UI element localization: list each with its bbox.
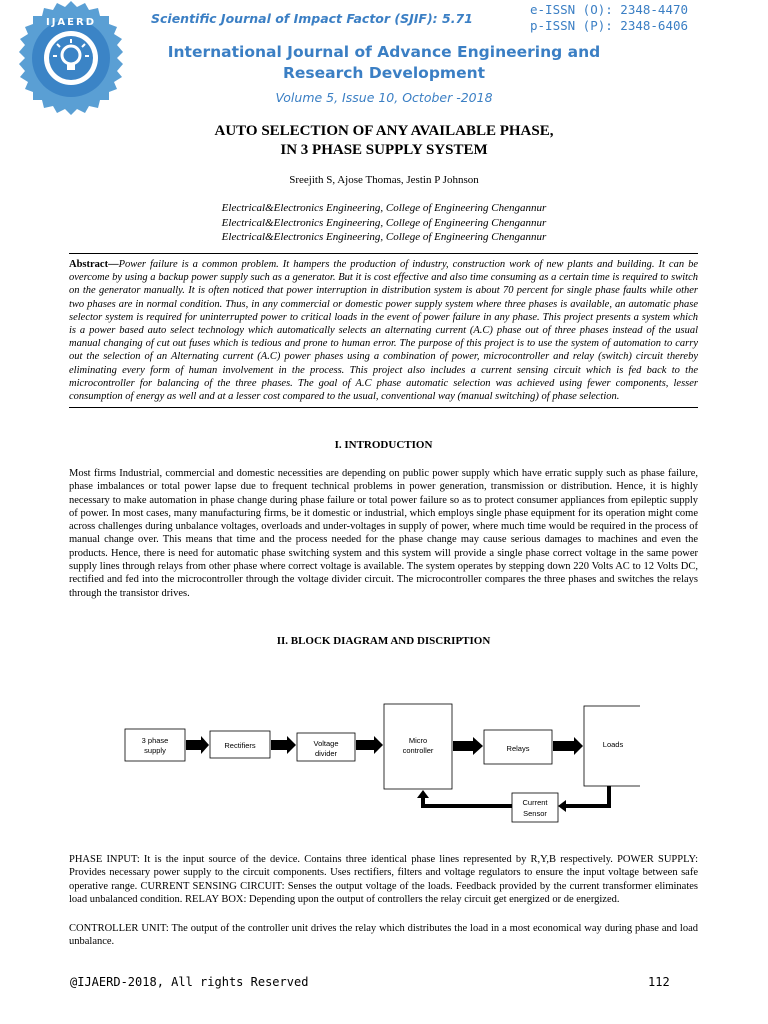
controller-unit-paragraph: CONTROLLER UNIT: The output of the controller unit drives the relay which distributes the load in a most economical way during phase and load unbalance. (69, 923, 698, 948)
label-micro-line2: controller (402, 746, 434, 755)
label-current-line1: Current (522, 798, 548, 807)
section-heading-block-diagram: II. BLOCK DIAGRAM AND DISCRIPTION (276, 635, 491, 647)
footer-copyright: @IJAERD-2018, All rights Reserved (70, 975, 309, 989)
affiliation-3: Electrical&Electronics Engineering, College of Engineering Chengannur (221, 231, 547, 243)
journal-name: International Journal of Advance Engineering and Research Development (167, 43, 601, 82)
arrow-supply-rectifiers (186, 736, 209, 754)
block-diagram (120, 698, 640, 826)
volume-issue: Volume 5, Issue 10, October -2018 (275, 90, 493, 105)
label-3-phase-line2: supply (144, 746, 166, 755)
abstract (69, 253, 698, 408)
sjif-impact-factor: Scientific Journal of Impact Factor (SJIF): 5.71 (151, 11, 473, 26)
page-number: 112 (648, 975, 670, 989)
title-line-2: IN 3 PHASE SUPPLY SYSTEM (280, 142, 488, 158)
block-description-paragraph: PHASE INPUT: It is the input source of the device. Contains three identical phase lines represented by R,Y,B respectively. POWER SUPPLY: Provides necessary power supply to the circuit components. Uses rectifiers, filters and voltage regulators to ensure the input voltage between safe operative range. CURRENT SENSING CIRCUIT: Senses the output voltage of the loads. Feedback provided by the current transformer eliminates load unbalanced condition. RELAY BOX: Depending upon the output of controllers the relay circuit get energized or de energized. (69, 854, 698, 905)
abstract-text: Power failure is a common problem. It hampers the production of industry, construction work of new plants and building. It can be overcome by using a backup power supply such as a generator. But it is cost effective and also time consuming as a certain time is required to switch on the generator manually. It is often noticed that power interruption in distribution system is about 70 percent for single phase faults while other two phases are in normal condition. Thus, in any commercial or domestic power supply system where three phases is available, an automatic phase selector system is required for uninterrupted power to critical loads in the event of power failure in any phase. This project presents a system which is a power based auto select technology which automatically selects an alternating current (A.C) phase out of three phases instead of the usual manual changing of cut out fuses which is tedious and prone to human error. The purpose of this project is to use the system of automation to carry out the selection of an Alternating current (A.C) power phases using a combination of power, microcontroller and relay (switch) circuit thereby eliminating every form of human involvement in the process. This project also includes a current sensing circuit which is fed back to the microcontroller for balancing of the three phases. The goal of A.C phase automatic selection was achieved using fewer components, lesser consumption of energy as well and at a lesser cost compared to the usual, conventional way (manual switching) of phase selection. (69, 259, 698, 403)
arrow-relays-loads (553, 737, 583, 755)
label-relays: Relays (506, 744, 530, 753)
section-heading-introduction: I. INTRODUCTION (334, 439, 433, 451)
affiliation-2: Electrical&Electronics Engineering, College of Engineering Chengannur (221, 216, 547, 229)
arrow-loads-sensor (565, 786, 609, 806)
label-voltage-line1: Voltage (313, 739, 339, 748)
p-issn: p-ISSN (P): 2348-6406 (530, 18, 689, 33)
label-current-line2: Sensor (523, 809, 547, 818)
label-3-phase-line1: 3 phase (141, 736, 169, 745)
affiliations (100, 201, 668, 245)
e-issn: e-ISSN (O): 2348-4470 (530, 2, 689, 17)
title-line-1: AUTO SELECTION OF ANY AVAILABLE PHASE, (214, 123, 554, 139)
block-3-phase-supply (125, 729, 185, 761)
journal-logo (10, 0, 132, 116)
arrow-rectifiers-divider (271, 736, 296, 754)
authors: Sreejith S, Ajose Thomas, Jestin P Johnson (289, 174, 479, 186)
label-micro-line1: Micro (408, 736, 428, 745)
arrow-sensor-micro (423, 797, 512, 806)
logo-text: IJAERD (45, 17, 97, 28)
label-voltage-line2: divider (314, 749, 338, 758)
label-loads: Loads (602, 740, 624, 749)
affiliation-1: Electrical&Electronics Engineering, College of Engineering Chengannur (221, 202, 547, 214)
introduction-paragraph: Most firms Industrial, commercial and domestic necessities are depending on public power supply which have erratic supply such as phase failure, phase imbalances or total power lapse due to frequent technical problems in power generation, transmission or distribution. Hence, it is highly necessary to make automation in phase change during phase failure or total power failure so as to protect consumer appliances from epileptic supply of power. In most cases, many manufacturing firms, be it domestic or industrial, which employs single phase equipment for its operation might come across challenges during unbalance voltages, overloads and under-voltages in supply of power, where much time would be required in the process of manual change over. This means that time and the process needed for the phase change may cause serious damages to machines and even the products. Hence, there is need for automatic phase switching system and this system will provide a single phase correct voltage in the same power supply lines through relays from other phase where correct voltage is available. The system operates by stepping down 220 Volts AC to 12 Volts DC, rectified and fed into the microcontroller through the voltage divider circuit. The microcontroller compares the three phases and switches the relays through the transistor drives. (69, 468, 698, 599)
issn-block (530, 2, 688, 34)
arrow-micro-relays (453, 737, 483, 755)
arrow-divider-micro (356, 736, 383, 754)
paper-title (100, 122, 668, 160)
label-rectifiers: Rectifiers (224, 741, 256, 750)
abstract-label: Abstract— (69, 259, 119, 270)
